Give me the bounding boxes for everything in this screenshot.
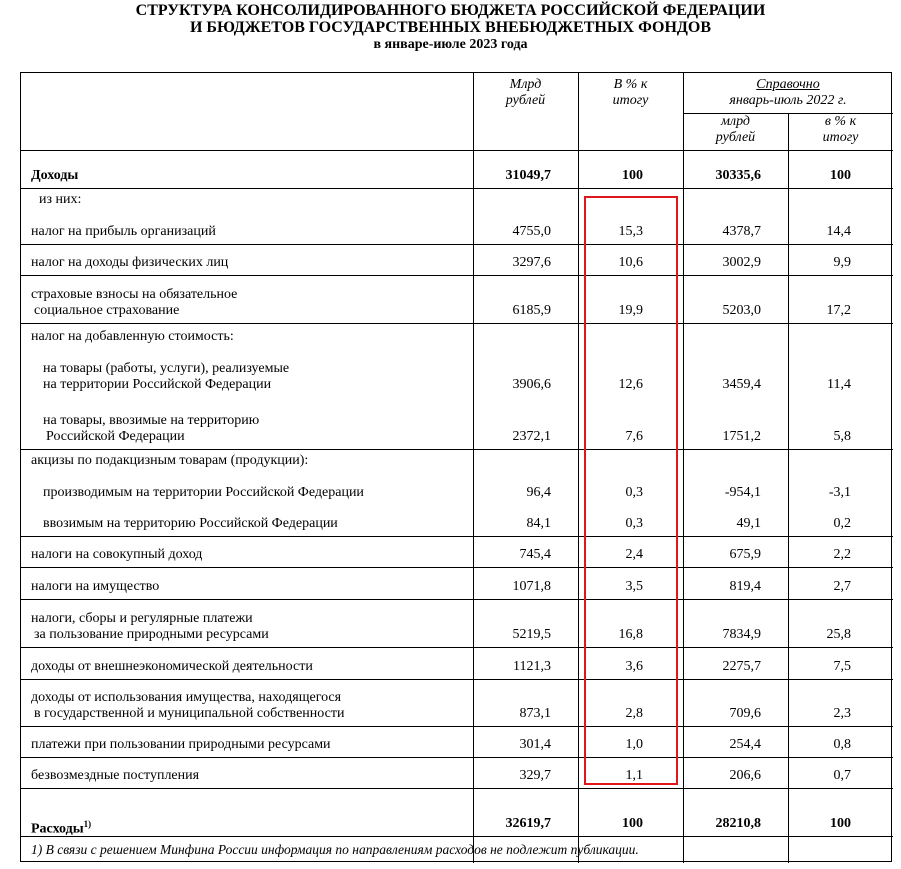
row-value-v3: 819,4	[729, 579, 761, 594]
row-value-v3: 4378,7	[722, 224, 761, 239]
footnote-marker: 1)	[83, 819, 92, 829]
header-ref-percent	[788, 114, 893, 146]
row-label: налоги на имущество	[31, 579, 160, 594]
header-bottom-line	[21, 150, 893, 151]
row-label-line1: на товары (работы, услуги), реализуемые	[43, 361, 290, 376]
row-value-v2: 0,3	[625, 485, 643, 500]
row-divider	[21, 679, 893, 680]
row-value-v3: 5203,0	[722, 303, 761, 318]
row-label-line1: налоги, сборы и регулярные платежи	[31, 611, 253, 626]
row-value-v4: 0,2	[833, 516, 851, 531]
row-label-line2: социальное страхование	[34, 303, 180, 318]
header-percent	[578, 77, 683, 109]
row-divider	[21, 599, 893, 600]
row-label-line1: страховые взносы на обязательное	[31, 287, 238, 302]
row-value-v4: 2,3	[833, 706, 851, 721]
row-label-line2: за пользование природными ресурсами	[34, 627, 269, 642]
row-value-v4: 100	[830, 816, 851, 831]
row-divider	[21, 536, 893, 537]
row-value-v2: 10,6	[618, 255, 643, 270]
row-value-v4: 9,9	[833, 255, 851, 270]
row-value-v3: 2275,7	[722, 659, 761, 674]
row-value-v1: 3906,6	[512, 377, 551, 392]
highlight-box	[584, 196, 678, 785]
header-percent-line1: В % к	[613, 77, 648, 92]
row-divider	[21, 449, 893, 450]
row-label: Расходы$^{1)}$	[31, 819, 92, 837]
row-label-line2: на территории Российской Федерации	[43, 377, 272, 392]
row-value-v2: 100	[622, 168, 643, 183]
row-value-v3: 1751,2	[722, 429, 761, 444]
header-ref-mlrd-line2: рублей	[715, 130, 756, 145]
row-label-line2: Российской Федерации	[46, 429, 185, 444]
row-value-v4: 14,4	[826, 224, 851, 239]
row-value-v4: 17,2	[826, 303, 851, 318]
row-value-v1: 1071,8	[512, 579, 551, 594]
row-label: из них:	[39, 192, 82, 207]
row-divider	[21, 726, 893, 727]
row-divider	[21, 788, 893, 789]
title-line-3: в январе-июле 2023 года	[373, 37, 528, 52]
row-divider	[21, 647, 893, 648]
row-value-v2: 1,1	[625, 768, 643, 783]
row-value-v1: 96,4	[526, 485, 551, 500]
row-divider	[21, 836, 893, 837]
row-value-v3: 206,6	[729, 768, 761, 783]
row-label: налог на прибыль организаций	[31, 224, 216, 239]
row-value-v3: 675,9	[729, 547, 761, 562]
header-reference	[683, 77, 893, 109]
row-label: платежи при пользовании природными ресурсами	[31, 737, 331, 752]
row-label: акцизы по подакцизным товарам (продукции):	[31, 453, 309, 468]
row-label-line2: в государственной и муниципальной собственности	[34, 706, 345, 721]
row-value-v2: 3,5	[625, 579, 643, 594]
header-reference-period: январь-июль 2022 г.	[729, 93, 847, 108]
row-value-v1: 6185,9	[512, 303, 551, 318]
footnote: 1) В связи с решением Минфина России информация по направлениям расходов не подлежит публикации.	[31, 842, 639, 857]
row-value-v3: 28210,8	[715, 816, 761, 831]
row-value-v4: 5,8	[833, 429, 851, 444]
row-value-v2: 16,8	[618, 627, 643, 642]
row-value-v1: 301,4	[519, 737, 551, 752]
row-value-v1: 31049,7	[505, 168, 551, 183]
header-reference-title: Справочно	[756, 77, 820, 92]
row-label: налог на доходы физических лиц	[31, 255, 229, 270]
row-value-v1: 84,1	[526, 516, 551, 531]
row-value-v1: 2372,1	[512, 429, 551, 444]
row-label-line1: доходы от использования имущества, находящегося	[31, 690, 342, 705]
row-value-v4: 2,2	[833, 547, 851, 562]
header-ref-percent-line2: итогу	[822, 130, 859, 145]
row-label-line1: на товары, ввозимые на территорию	[43, 413, 260, 428]
row-label: Доходы	[31, 168, 79, 183]
header-mlrd-line1: Млрд	[509, 77, 542, 92]
row-value-v3: 3459,4	[722, 377, 761, 392]
row-value-v1: 32619,7	[505, 816, 551, 831]
row-divider	[21, 244, 893, 245]
row-value-v2: 2,4	[625, 547, 643, 562]
row-label: производимым на территории Российской Федерации	[43, 485, 364, 500]
row-value-v2: 7,6	[625, 429, 643, 444]
row-value-v1: 745,4	[519, 547, 551, 562]
row-divider	[21, 567, 893, 568]
row-value-v2: 1,0	[625, 737, 643, 752]
row-value-v1: 1121,3	[513, 659, 551, 674]
row-value-v3: 30335,6	[715, 168, 761, 183]
row-value-v2: 2,8	[625, 706, 643, 721]
row-value-v1: 4755,0	[512, 224, 551, 239]
row-value-v4: 0,7	[833, 768, 851, 783]
row-value-v3: 254,4	[729, 737, 761, 752]
row-label: налоги на совокупный доход	[31, 547, 203, 562]
row-divider	[21, 757, 893, 758]
header-percent-line2: итогу	[612, 93, 649, 108]
row-value-v1: 3297,6	[512, 255, 551, 270]
row-value-v4: 25,8	[826, 627, 851, 642]
row-value-v2: 12,6	[618, 377, 643, 392]
row-value-v2: 19,9	[618, 303, 643, 318]
row-value-v4: 7,5	[833, 659, 851, 674]
row-label: ввозимым на территорию Российской Федерации	[43, 516, 338, 531]
row-value-v4: 2,7	[833, 579, 851, 594]
row-value-v3: 49,1	[736, 516, 761, 531]
header-ref-mlrd	[683, 114, 788, 146]
row-value-v1: 329,7	[519, 768, 551, 783]
row-divider	[21, 188, 893, 189]
row-value-v1: 5219,5	[512, 627, 551, 642]
row-label: доходы от внешнеэкономической деятельности	[31, 659, 313, 674]
row-value-v3: 7834,9	[722, 627, 761, 642]
header-ref-mlrd-line1: млрд	[721, 114, 750, 129]
row-label: налог на добавленную стоимость:	[31, 329, 234, 344]
title-line-2: И БЮДЖЕТОВ ГОСУДАРСТВЕННЫХ ВНЕБЮДЖЕТНЫХ ФОНДОВ	[189, 19, 712, 36]
row-value-v4: 100	[830, 168, 851, 183]
title-line-1: СТРУКТУРА КОНСОЛИДИРОВАННОГО БЮДЖЕТА РОССИЙСКОЙ ФЕДЕРАЦИИ	[135, 2, 766, 19]
row-value-v3: -954,1	[724, 485, 761, 500]
row-value-v1: 873,1	[519, 706, 551, 721]
row-value-v4: 0,8	[833, 737, 851, 752]
row-value-v4: -3,1	[828, 485, 851, 500]
row-value-v2: 100	[622, 816, 643, 831]
row-value-v2: 0,3	[625, 516, 643, 531]
row-value-v2: 15,3	[618, 224, 643, 239]
row-label: безвозмездные поступления	[31, 768, 200, 783]
row-divider	[21, 275, 893, 276]
header-ref-percent-line1: в % к	[824, 114, 857, 129]
header-mlrd-line2: рублей	[505, 93, 546, 108]
budget-table	[20, 72, 892, 862]
row-divider	[21, 323, 893, 324]
row-value-v3: 3002,9	[722, 255, 761, 270]
row-value-v2: 3,6	[625, 659, 643, 674]
header-mlrd	[473, 77, 578, 109]
row-value-v3: 709,6	[729, 706, 761, 721]
row-value-v4: 11,4	[827, 377, 851, 392]
table-title	[0, 2, 901, 53]
